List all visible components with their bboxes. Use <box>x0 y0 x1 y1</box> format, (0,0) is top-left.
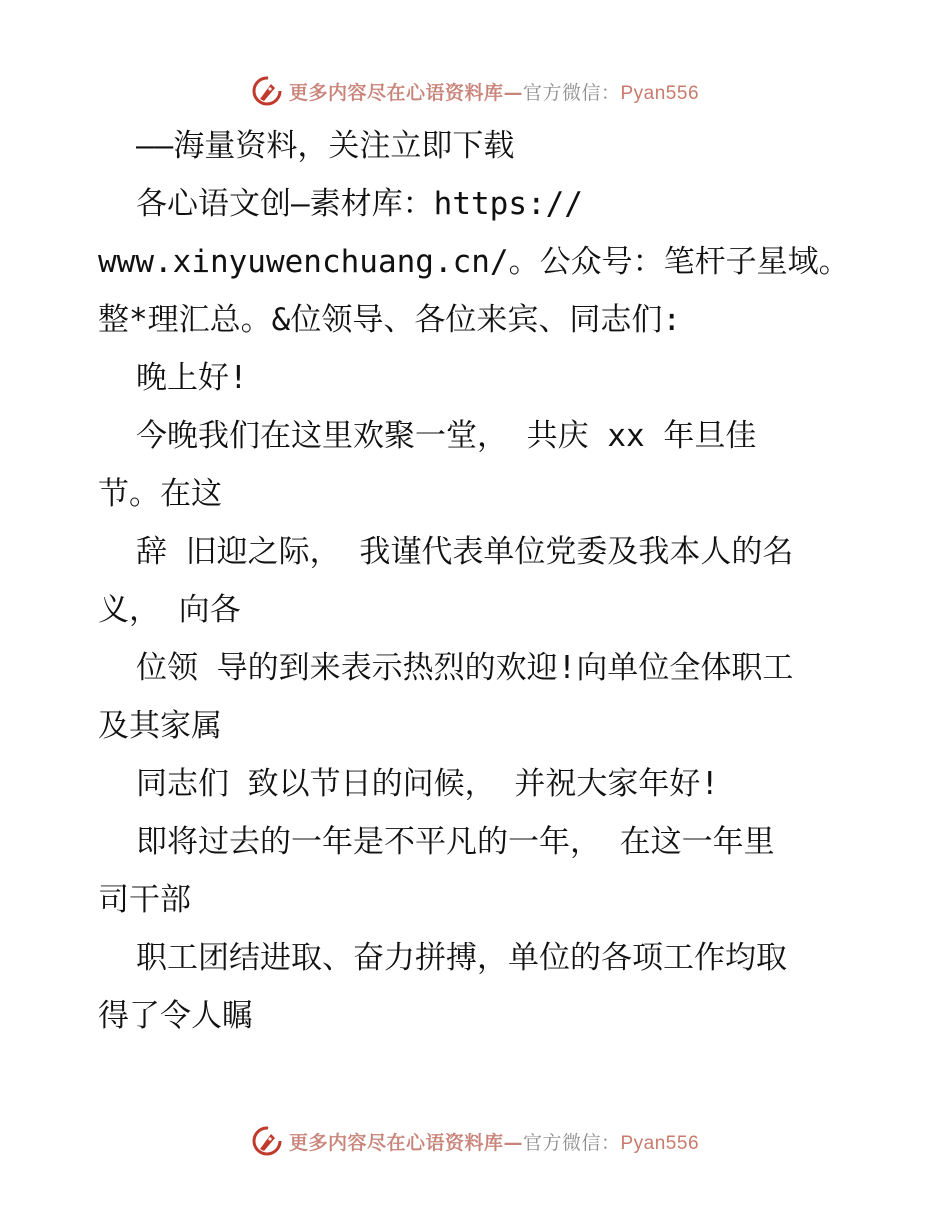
body-line-10: 位领 导的到来表示热烈的欢迎!向单位全体职工 <box>136 650 794 686</box>
footer-banner-text: 更多内容尽在心语资料库—官方微信：Pyan556 <box>288 1131 700 1154</box>
body-line-6: 今晚我们在这里欢聚一堂， 共庆 xx 年旦佳 <box>136 418 757 454</box>
body-line-2: 各心语文创—素材库：https:// <box>136 186 583 222</box>
header-banner-text: 更多内容尽在心语资料库—官方微信：Pyan556 <box>288 81 700 104</box>
pen-nib-logo-icon <box>251 1125 283 1157</box>
body-line-13: 即将过去的一年是不平凡的一年， 在这一年里 <box>136 824 775 860</box>
header-banner-content <box>251 75 699 107</box>
footer-banner <box>0 1121 950 1161</box>
footer-banner-content <box>251 1125 699 1157</box>
body-line-11: 及其家属 <box>98 708 222 744</box>
pen-nib-logo-icon <box>251 75 283 107</box>
body-line-4: 整*理汇总。&位领导、各位来宾、同志们: <box>98 302 681 338</box>
body-line-5: 晚上好! <box>136 360 248 396</box>
body-line-3: www.xinyuwenchuang.cn/。公众号：笔杆子星域。 <box>98 244 850 280</box>
body-line-15: 职工团结进取、奋力拼搏，单位的各项工作均取 <box>136 940 787 976</box>
body-line-16: 得了令人瞩 <box>98 998 253 1034</box>
body-line-14: 司干部 <box>98 882 191 918</box>
header-banner <box>0 71 950 111</box>
body-line-7: 节。在这 <box>98 476 222 512</box>
body-line-12: 同志们 致以节日的问候， 并祝大家年好! <box>136 766 719 802</box>
body-line-1: ——海量资料，关注立即下载 <box>136 128 515 164</box>
body-line-9: 义， 向各 <box>98 592 241 628</box>
document-body <box>98 117 898 1045</box>
body-line-8: 辞 旧迎之际， 我谨代表单位党委及我本人的名 <box>136 534 794 570</box>
